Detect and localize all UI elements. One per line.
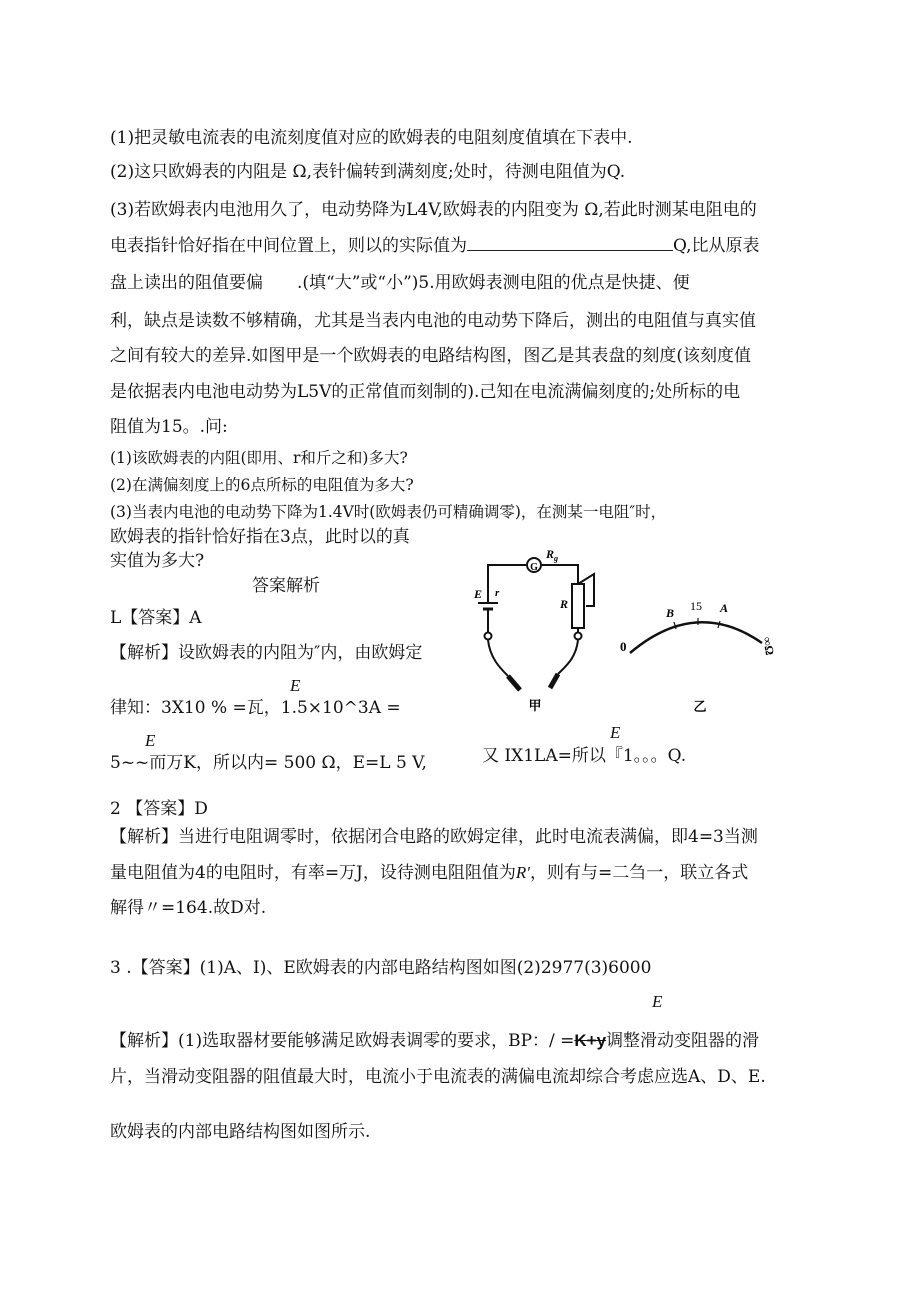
p5-q3-line2: 欧姆表的指针恰好指在3点，此时以的真: [110, 527, 410, 547]
answer3-exp1b: 调整滑动变阻器的滑: [606, 1031, 760, 1051]
answer3-head: 3 .【答案】(1)A、I)、E欧姆表的内部电路结构图如图(2)2977(3)6000: [110, 958, 652, 978]
circuit-diagram-jia: [462, 540, 612, 720]
dial-label-0: 0: [620, 639, 627, 654]
label-rg-main: R: [546, 547, 555, 561]
answers-title: 答案解析: [252, 576, 320, 596]
dial-label-B: B: [666, 606, 675, 620]
q3-line3: 盘上读出的阻值要偏 .(填“大”或“小”)5.用欧姆表测电阻的优点是快捷、便: [110, 273, 690, 293]
answer1-head: L【答案】A: [110, 608, 202, 628]
p5-q3-line3: 实值为多大?: [110, 551, 205, 571]
galvanometer-label: G: [530, 562, 538, 573]
answer2-exp2: [110, 862, 748, 884]
answer3-exp1a: 【解析】(1)选取器材要能够满足欧姆表调零的要求，BP：/ =: [110, 1031, 575, 1051]
dial-label-A: A: [720, 601, 729, 615]
dial-diagram-yi: [612, 585, 792, 720]
answer3-exp3: 欧姆表的内部电路结构图如图所示.: [110, 1122, 371, 1142]
caption-jia: 甲: [528, 698, 542, 713]
answer2-r-prime: R′: [515, 863, 530, 882]
answer3-exp2: 片，当滑动变阻器的阻值最大时，电流小于电流表的满偏电流却综合考虑应选A、D、E.: [110, 1067, 766, 1087]
rheostat-slider: [578, 574, 594, 606]
answer1-exp1: 【解析】设欧姆表的内阻为″内，由欧姆定: [110, 643, 423, 663]
answer2-exp3: 解得〃=164.故D对.: [110, 898, 267, 918]
answer1-right-e: E: [610, 723, 621, 742]
answer2-exp2b: ，则有与=二刍一，联立各式: [529, 863, 749, 883]
dial-label-infinity: ∞Ω: [760, 635, 778, 657]
answer2-head-clipped: [110, 791, 230, 819]
p5-line3: 是依据表内电池电动势为L5V的正常值而刻制的).己知在电流满偏刻度的;处所标的电: [110, 382, 741, 402]
label-rg: [545, 547, 558, 563]
answer3-exp1: [110, 1030, 759, 1052]
p5-line4: 阻值为15。.问:: [110, 417, 228, 437]
wire-right-top: [542, 565, 578, 584]
answer3-frac-e: E: [652, 992, 663, 1011]
p5-q1: (1)该欧姆表的内阻(即用、r和斤之和)多大?: [110, 449, 408, 467]
answer2-exp1: 【解析】当进行电阻调零时，依据闭合电路的欧姆定律，此时电流表满偏，即4=3当测: [110, 827, 758, 847]
dial-label-15: 15: [690, 599, 702, 613]
q3-line2: [110, 235, 760, 257]
q3-line2b: Q,比从原表: [673, 236, 760, 256]
answer1-right: 又 IX1LA=所以『1。。。Q.: [482, 746, 687, 766]
p5-q2: (2)在满偏刻度上的6点所标的电阻值为多大?: [110, 476, 414, 494]
label-R: R: [560, 597, 569, 611]
q2-text: (2)这只欧姆表的内阻是 Ω,表针偏转到满刻度;处时，待测电阻值为Q.: [110, 162, 626, 182]
label-E: E: [474, 587, 483, 601]
answer2-head: 2 【答案】D: [110, 799, 208, 819]
answer1-exp2: 律知：3X10 % =瓦，1.5×10^3A =: [110, 698, 401, 718]
answer-blank: [467, 235, 673, 251]
rheostat-R: [572, 584, 584, 628]
wire-left-top: [488, 565, 526, 603]
q3-line2a: 电表指针恰好指在中间位置上，则以的实际值为: [110, 236, 467, 256]
answer1-frac-e1: E: [290, 676, 301, 695]
p5-line2: 之间有较大的差异.如图甲是一个欧姆表的电路结构图，图乙是其表盘的刻度(该刻度值: [110, 346, 752, 366]
lead-right: [558, 640, 578, 674]
terminal-right: [575, 633, 582, 640]
p5-line1: 利，缺点是读数不够精确，尤其是当表内电池的电动势下降后，测出的电阻值与真实值: [110, 311, 756, 331]
answer2-exp2a: 量电阻值为4的电阻时，有率=万J，设待测电阻阻值为: [110, 863, 516, 883]
q1-text: (1)把灵敏电流表的电流刻度值对应的欧姆表的电阻刻度值填在下表中.: [110, 128, 633, 148]
probe-left: [508, 676, 520, 690]
p5-q3-line1: (3)当表内电池的电动势下降为1.4V时(欧姆表仍可精确调零)，在测某一电阻″时，: [110, 503, 667, 521]
lead-left: [488, 640, 508, 676]
caption-yi: 乙: [693, 699, 707, 714]
answer3-k-y: K+y: [574, 1031, 607, 1050]
probe-right: [550, 674, 558, 688]
label-r: r: [495, 587, 500, 599]
answer1-exp3: 5~~而万K，所以内= 500 Ω，E=L 5 V,: [110, 753, 427, 773]
answer1-frac-e2: E: [145, 731, 156, 750]
label-rg-sub: g: [554, 554, 559, 563]
q3-line1: (3)若欧姆表内电池用久了，电动势降为L4V,欧姆表的内阻变为 Ω,若此时测某电阻电的: [110, 200, 757, 220]
terminal-left: [485, 633, 492, 640]
dial-arc: [630, 622, 762, 653]
